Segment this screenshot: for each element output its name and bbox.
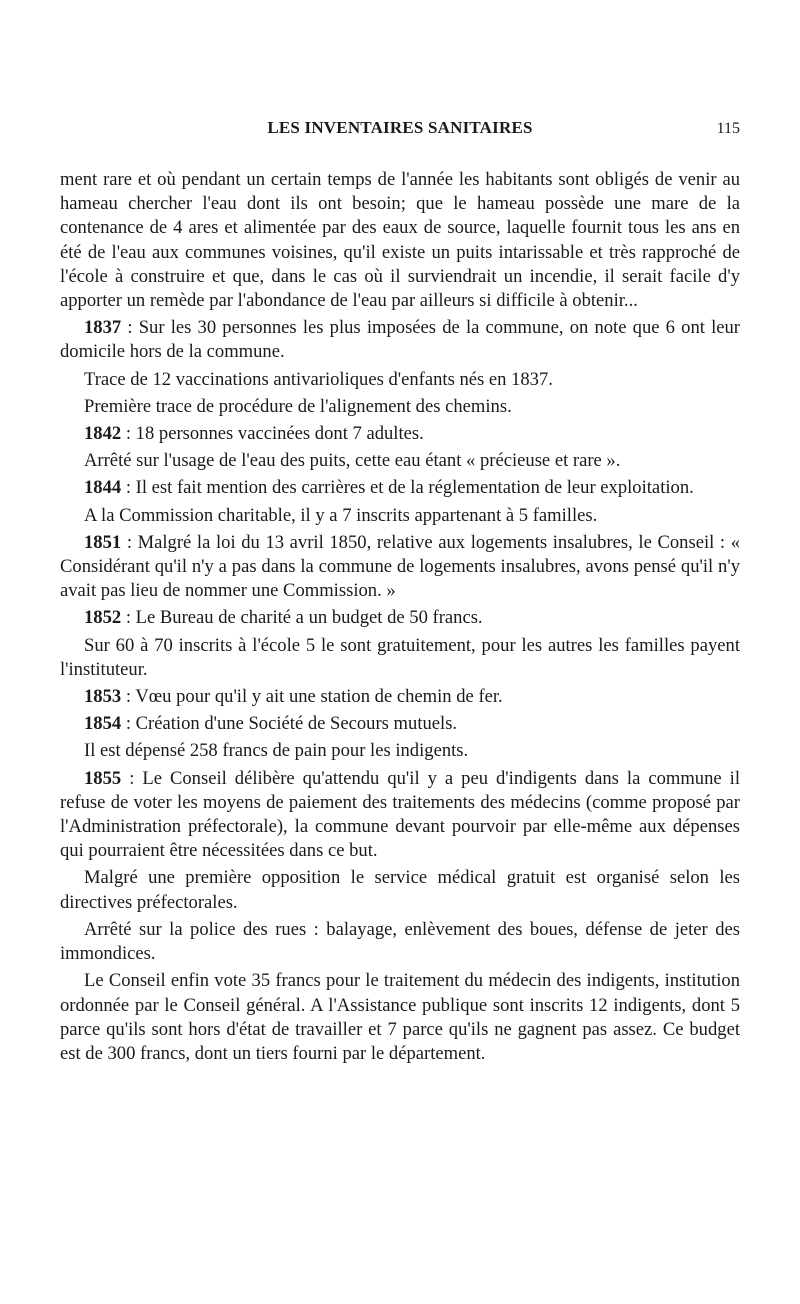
year-label: 1855 <box>84 767 122 789</box>
paragraph <box>60 531 740 604</box>
paragraph <box>60 739 740 763</box>
paragraph <box>60 395 740 419</box>
running-title: LES INVENTAIRES SANITAIRES <box>267 118 533 137</box>
paragraph <box>60 634 740 682</box>
paragraph <box>60 712 740 736</box>
paragraph-text: Arrêté sur la police des rues : balayage, enlèvement des boues, défense de jeter des immondices. <box>60 918 740 965</box>
paragraph <box>60 918 740 966</box>
paragraph <box>60 316 740 364</box>
paragraph-text: Malgré une première opposition le service médical gratuit est organisé selon les directives préfectorales. <box>60 867 740 913</box>
paragraph <box>60 969 740 1066</box>
paragraph-text: : Création d'une Société de Secours mutuels. <box>121 713 458 735</box>
paragraph <box>60 422 740 446</box>
paragraph <box>60 685 740 709</box>
paragraph <box>60 767 740 864</box>
paragraph-text: Le Conseil enfin vote 35 francs pour le traitement du médecin des indigents, institution ordonnée par le Conseil général. A l'Assistance publique sont inscrits 12 indigents, dont 5 parce qu'ils sont hors d'état de travailler et 7 parce qu'ils ne gagnent pas assez. Ce budget est de 300 francs, dont un tiers fourni par le département. <box>60 970 740 1064</box>
paragraph <box>60 449 740 473</box>
paragraph-text: Trace de 12 vaccinations antivarioliques d'enfants nés en 1837. <box>84 368 553 390</box>
running-header <box>60 118 740 148</box>
paragraph-text: : Le Bureau de charité a un budget de 50 francs. <box>121 607 483 629</box>
paragraph-text: ment rare et où pendant un certain temps de l'année les habitants sont obligés de venir au hameau chercher l'eau dont ils ont besoin; que le hameau possède une mare de la contenance de 4 ares et alimentée par des eaux de source, laquelle fournit tous les ans en été de l'eau aux communes voisines, qu'il existe un puits intarissable et très rapproché de l'école à construire et que, dans le cas où il surviendrait un incendie, il serait facile d'y apporter un remède par l'abondance de l'eau par ailleurs si difficile à obtenir... <box>60 169 740 312</box>
year-label: 1854 <box>84 713 122 735</box>
paragraph-text: : Vœu pour qu'il y ait une station de chemin de fer. <box>121 686 503 708</box>
paragraph-text: : 18 personnes vaccinées dont 7 adultes. <box>121 423 424 445</box>
paragraph <box>60 866 740 914</box>
paragraph <box>60 504 740 528</box>
paragraph-text: Arrêté sur l'usage de l'eau des puits, cette eau étant « précieuse et rare ». <box>84 450 621 472</box>
year-label: 1852 <box>84 607 122 629</box>
page-number: 115 <box>716 120 740 137</box>
paragraph-text: Sur 60 à 70 inscrits à l'école 5 le sont gratuitement, pour les autres les familles payent l'instituteur. <box>60 634 740 680</box>
year-label: 1837 <box>84 317 122 339</box>
paragraph-text: Première trace de procédure de l'alignement des chemins. <box>84 395 512 417</box>
paragraph <box>60 476 740 500</box>
paragraph-text: : Malgré la loi du 13 avril 1850, relative aux logements insalubres, le Conseil : « Considérant qu'il n'y a pas dans la commune de logements insalubres, avons pensé qu'il n'y avait pas lieu de nommer une Commission. » <box>60 531 740 602</box>
paragraph-text: : Le Conseil délibère qu'attendu qu'il y a peu d'indigents dans la commune il refuse de voter les moyens de paiement des traitements des médecins (comme proposé par l'Administration préfectorale), la commune devant pourvoir par elle-même aux dépenses qui pourraient être nécessitées dans ce but. <box>60 767 740 862</box>
year-label: 1842 <box>84 423 122 445</box>
year-label: 1844 <box>84 477 122 499</box>
year-label: 1853 <box>84 686 122 708</box>
year-label: 1851 <box>84 531 122 553</box>
paragraph-text: : Il est fait mention des carrières et de la réglementation de leur exploitation. <box>121 477 694 499</box>
paragraph-text: A la Commission charitable, il y a 7 inscrits appartenant à 5 familles. <box>84 504 598 526</box>
paragraph <box>60 168 740 313</box>
paragraph-text: Il est dépensé 258 francs de pain pour les indigents. <box>84 740 469 762</box>
paragraph-text: : Sur les 30 personnes les plus imposées de la commune, on note que 6 ont leur domicile hors de la commune. <box>60 317 740 363</box>
body-text <box>60 168 740 1069</box>
paragraph <box>60 368 740 392</box>
paragraph <box>60 606 740 630</box>
